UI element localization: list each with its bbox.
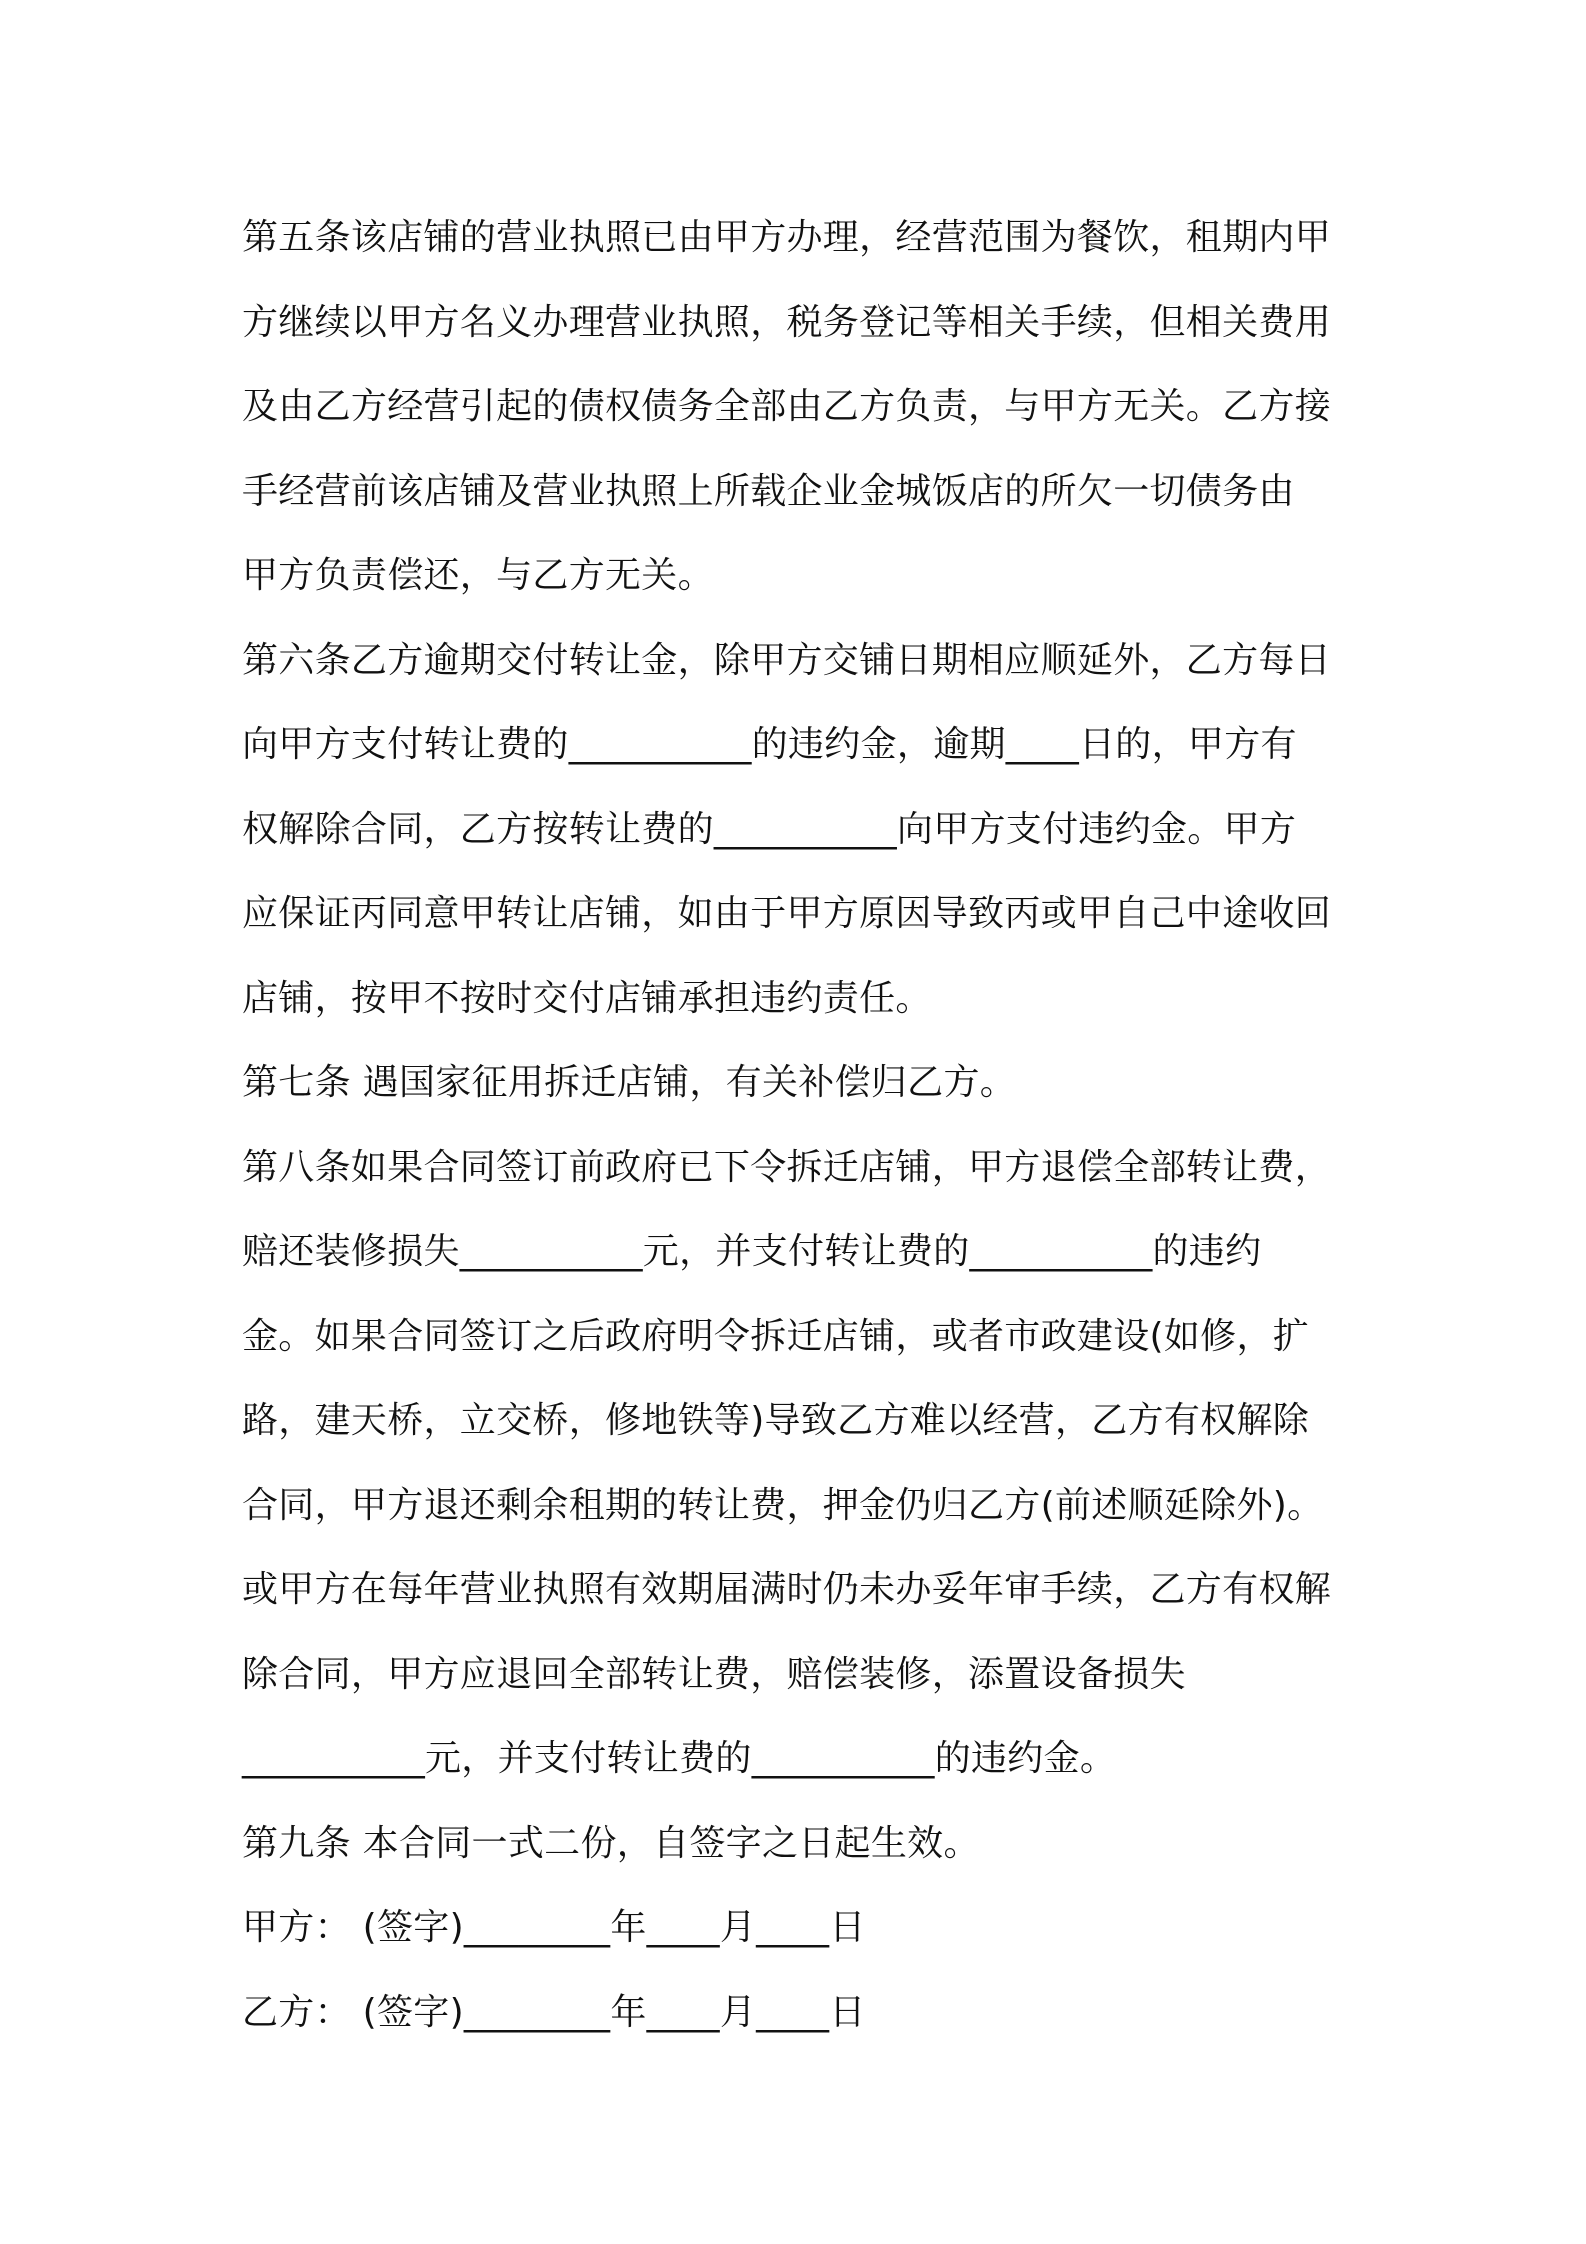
signature-line-party-b: 乙方： (签字)________年____月____日 xyxy=(242,1991,866,2033)
text-line: 第七条 遇国家征用拆迁店铺，有关补偿归乙方。 xyxy=(242,1062,1017,1103)
text-line: 赔还装修损失__________元，并支付转让费的__________的违约 xyxy=(242,1231,1262,1272)
text-line: 方继续以甲方名义办理营业执照，税务登记等相关手续，但相关费用 xyxy=(242,301,1332,343)
text-line: 向甲方支付转让费的__________的违约金，逾期____日的，甲方有 xyxy=(242,724,1297,765)
text-line: 第九条 本合同一式二份，自签字之日起生效。 xyxy=(242,1822,980,1864)
text-line: 店铺，按甲不按时交付店铺承担违约责任。 xyxy=(242,977,932,1019)
text-line: 第八条如果合同签订前政府已下令拆迁店铺，甲方退偿全部转让费， xyxy=(242,1146,1332,1188)
text-line: 第五条该店铺的营业执照已由甲方办理，经营范围为餐饮，租期内甲 xyxy=(242,217,1332,258)
text-line: 及由乙方经营引起的债权债务全部由乙方负责，与甲方无关。乙方接 xyxy=(242,386,1332,427)
text-line: 金。如果合同签订之后政府明令拆迁店铺，或者市政建设(如修，扩 xyxy=(242,1315,1310,1357)
text-line: 应保证丙同意甲转让店铺，如由于甲方原因导致丙或甲自己中途收回 xyxy=(242,893,1332,934)
text-line: 手经营前该店铺及营业执照上所载企业金城饭店的所欠一切债务由 xyxy=(242,470,1295,512)
text-line: 路，建天桥，立交桥，修地铁等)导致乙方难以经营，乙方有权解除 xyxy=(242,1400,1310,1441)
signature-line-party-a: 甲方： (签字)________年____月____日 xyxy=(242,1907,866,1948)
text-line: 权解除合同，乙方按转让费的__________向甲方支付违约金。甲方 xyxy=(242,808,1297,850)
text-line: 除合同，甲方应退回全部转让费，赔偿装修，添置设备损失 xyxy=(242,1653,1186,1695)
contract-text xyxy=(242,196,1352,2055)
text-line: 甲方负责偿还，与乙方无关。 xyxy=(242,555,714,596)
text-line: 第六条乙方逾期交付转让金，除甲方交铺日期相应顺延外，乙方每日 xyxy=(242,639,1332,681)
text-line: __________元，并支付转让费的__________的违约金。 xyxy=(242,1738,1117,1779)
text-line: 或甲方在每年营业执照有效期届满时仍未办妥年审手续，乙方有权解 xyxy=(242,1569,1332,1610)
text-line: 合同，甲方退还剩余租期的转让费，押金仍归乙方(前述顺延除外)。 xyxy=(242,1484,1324,1526)
